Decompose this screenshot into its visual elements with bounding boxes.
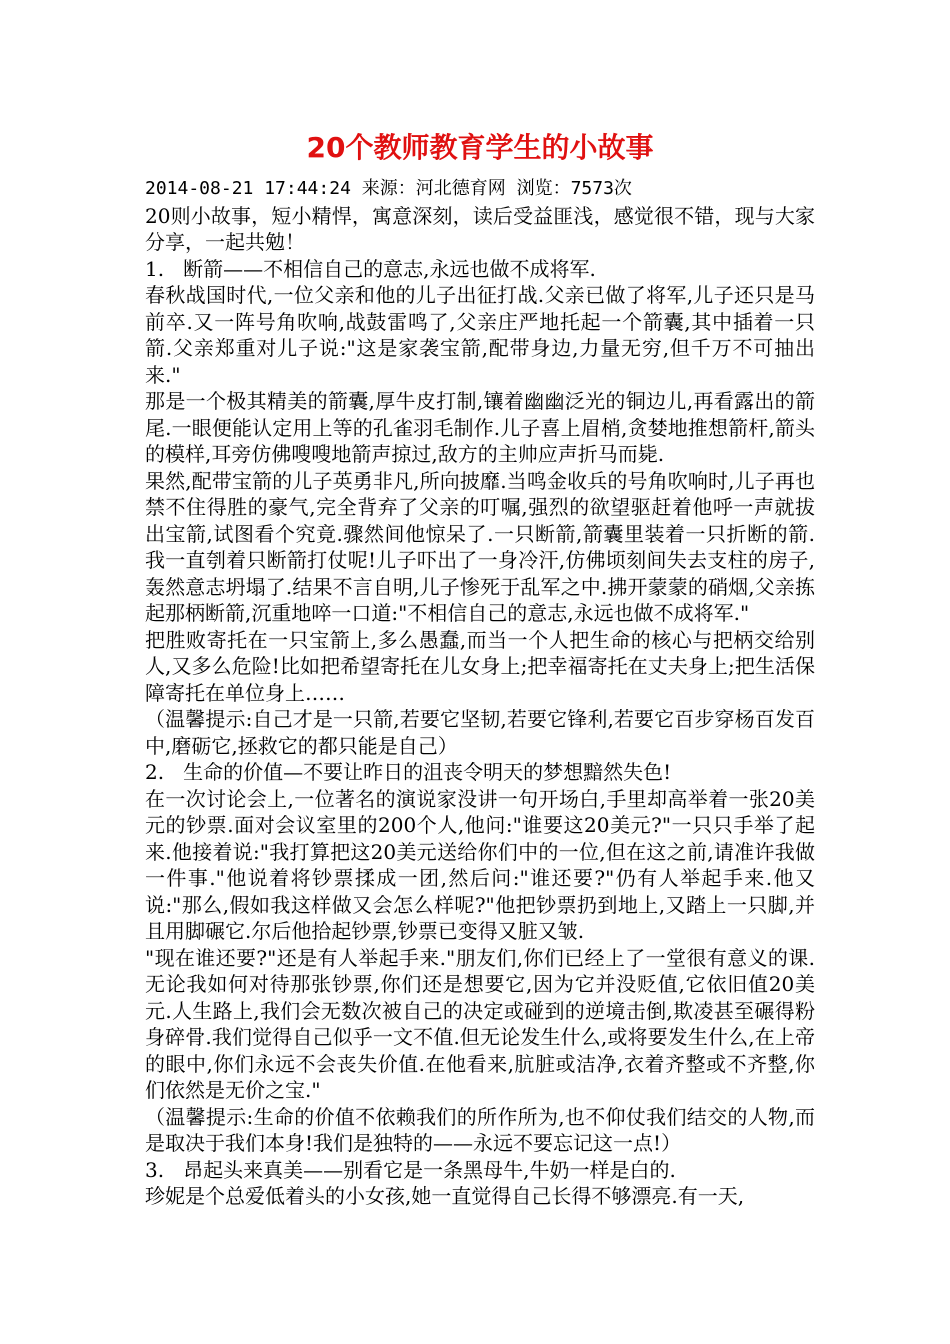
article-meta: 2014-08-21 17:44:24 来源：河北德育网 浏览：7573次: [145, 178, 632, 199]
story-2-paragraph-1: 在一次讨论会上,一位著名的演说家没讲一句开场白,手里却高举着一张20美元的钞票.面对会议室里的200个人,他问:"谁要这20美元?"一只只手举了起来.他接着说:"我打算把这20美元送给你们中的一位,但在这之前,请准许我做一件事."他说着将钞票揉成一团,然后问:"谁还要?"仍有人举起手来.他又说:"那么,假如我这样做又会怎么样呢?"他把钞票扔到地上,又踏上一只脚,并且用脚碾它.尔后他拾起钞票,钞票已变得又脏又皱.: [145, 786, 815, 943]
story-1-paragraph-1: 春秋战国时代,一位父亲和他的儿子出征打战.父亲已做了将军,儿子还只是马前卒.又一阵号角吹响,战鼓雷鸣了,父亲庄严地托起一个箭囊,其中插着一只箭.父亲郑重对儿子说:"这是家袭宝箭,配带身边,力量无穷,但千万不可抽出来.": [145, 283, 815, 387]
story-1-paragraph-4: 把胜败寄托在一只宝箭上,多么愚蠢,而当一个人把生命的核心与把柄交给别人,又多么危险!比如把希望寄托在儿女身上;把幸福寄托在丈夫身上;把生活保障寄托在单位身上……: [145, 627, 815, 705]
story-3-heading: 3. 昂起头来真美——别看它是一条黑母牛,牛奶一样是白的.: [145, 1157, 676, 1182]
story-2-heading: 2. 生命的价值—不要让昨日的沮丧令明天的梦想黯然失色!: [145, 760, 672, 784]
story-2-tip: （温馨提示:生命的价值不依赖我们的所作所为,也不仰仗我们结交的人物,而是取决于我们本身!我们是独特的——永远不要忘记这一点!）: [145, 1104, 815, 1155]
story-1-paragraph-2: 那是一个极其精美的箭囊,厚牛皮打制,镶着幽幽泛光的铜边儿,再看露出的箭尾.一眼便能认定用上等的孔雀羽毛制作.儿子喜上眉梢,贪婪地推想箭杆,箭头的模样,耳旁仿佛嗖嗖地箭声掠过,敌方的主帅应声折马而毙.: [145, 389, 815, 466]
story-3-paragraph-1: 珍妮是个总爱低着头的小女孩,她一直觉得自己长得不够漂亮.有一天,: [145, 1184, 745, 1208]
intro-paragraph: 20则小故事，短小精悍，寓意深刻，读后受益匪浅，感觉很不错，现与大家分享，一起共勉！: [145, 203, 815, 254]
page-title: 20个教师教育学生的小故事: [306, 131, 654, 164]
story-1-tip: （温馨提示:自己才是一只箭,若要它坚韧,若要它锋利,若要它百步穿杨百发百中,磨砺它,拯救它的都只能是自己）: [145, 707, 815, 758]
story-2-paragraph-2: "现在谁还要?"还是有人举起手来."朋友们,你们已经上了一堂很有意义的课.无论我如何对待那张钞票,你们还是想要它,因为它并没贬值,它依旧值20美元.人生路上,我们会无数次被自己的决定或碰到的逆境击倒,欺凌甚至碾得粉身碎骨.我们觉得自己似乎一文不值.但无论发生什么,或将要发生什么,在上帝的眼中,你们永远不会丧失价值.在他看来,肮脏或洁净,衣着齐整或不齐整,你们依然是无价之宝.": [145, 945, 815, 1102]
document-page: [145, 128, 815, 1210]
story-1-heading: 1. 断箭——不相信自己的意志,永远也做不成将军.: [145, 256, 596, 281]
story-1-paragraph-3: 果然,配带宝箭的儿子英勇非凡,所向披靡.当鸣金收兵的号角吹响时,儿子再也禁不住得胜的豪气,完全背弃了父亲的叮嘱,强烈的欲望驱赶着他呼一声就拔出宝箭,试图看个究竟.骤然间他惊呆了.一只断箭,箭囊里装着一只折断的箭.我一直刳着只断箭打仗呢!儿子吓出了一身冷汗,仿佛顷刻间失去支柱的房子,轰然意志坍塌了.结果不言自明,儿子惨死于乱军之中.拂开蒙蒙的硝烟,父亲拣起那柄断箭,沉重地啐一口道:"不相信自己的意志,永远也做不成将军.": [145, 468, 815, 625]
